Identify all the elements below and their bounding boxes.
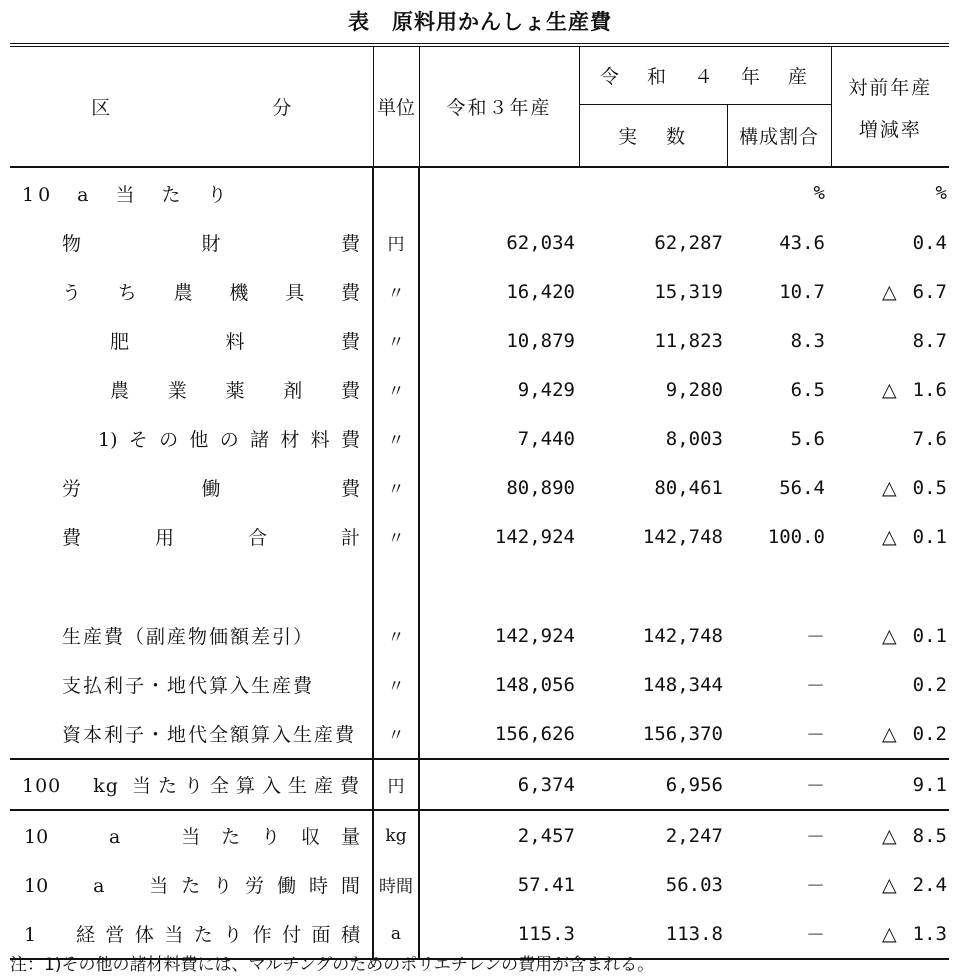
decrease-triangle-icon: △ [882, 280, 897, 303]
row-label: 10 a 当たり収量 [24, 826, 360, 848]
share-value: 56.4 [779, 476, 825, 499]
header-rate [831, 45, 949, 167]
row-label: 生産費（副産物価額差引） [62, 626, 315, 648]
decrease-triangle-icon: △ [882, 824, 897, 847]
r4-value: 56.03 [665, 873, 723, 896]
change-rate-value: 1.3 [912, 922, 947, 945]
row-label-cell [10, 810, 373, 860]
spacer-row [10, 561, 949, 611]
share-value: － [727, 810, 831, 860]
section-label: 10 a 当 た り [22, 183, 231, 206]
change-rate-cell [831, 512, 949, 561]
row-label-cell [10, 860, 373, 909]
percent-sign: % [935, 182, 947, 204]
table-cell [10, 561, 373, 611]
r4-value: 2,247 [579, 810, 727, 860]
change-rate-value: 8.7 [912, 329, 947, 352]
change-rate-cell [831, 909, 949, 959]
row-label: 資本利子・地代全額算入生産費 [62, 724, 357, 746]
change-rate-value: 0.2 [912, 722, 947, 745]
table-row [10, 860, 949, 909]
share-value: － [805, 675, 825, 697]
r3-value: 142,924 [494, 525, 575, 548]
header-rate-bottom: 増減率 [858, 118, 922, 141]
change-rate-value: 8.5 [912, 824, 947, 847]
row-label-cell [10, 611, 373, 660]
unit-cell: 〃 [373, 414, 419, 463]
change-rate-value: 9.1 [912, 773, 947, 796]
share-value: － [805, 626, 825, 648]
r3-value: 10,879 [506, 329, 575, 352]
table-cell-unit [373, 167, 419, 218]
unit-cell: 〃 [373, 316, 419, 365]
percent-sign: % [813, 182, 825, 204]
table-row [10, 660, 949, 709]
row-label: 肥料費 [110, 331, 360, 353]
table-cell [831, 561, 949, 611]
unit-cell: 円 [373, 218, 419, 267]
row-label: 農業薬剤費 [110, 380, 360, 402]
r3-value: 6,374 [419, 759, 579, 810]
table-row [10, 463, 949, 512]
table-row [10, 267, 949, 316]
unit-cell: 円 [373, 759, 419, 810]
row-label-cell [10, 414, 373, 463]
change-rate-cell [831, 414, 949, 463]
share-value: － [805, 924, 825, 946]
r3-value: 80,890 [506, 476, 575, 499]
decrease-triangle-icon: △ [882, 722, 897, 745]
r4-value: 113.8 [665, 922, 723, 945]
r3-value: 2,457 [419, 810, 579, 860]
row-label-cell [10, 709, 373, 759]
share-value: － [727, 759, 831, 810]
row-label: 物財費 [62, 233, 360, 255]
table-row [10, 810, 949, 860]
change-rate-cell [831, 463, 949, 512]
share-value: － [805, 724, 825, 746]
table-row [10, 365, 949, 414]
r3-value: 62,034 [506, 231, 575, 254]
r4-value: 62,287 [654, 231, 723, 254]
r4-value: 9,280 [665, 378, 723, 401]
change-rate-cell [831, 709, 949, 759]
change-rate-cell [831, 267, 949, 316]
table-row [10, 759, 949, 810]
share-value: 8.3 [790, 329, 825, 352]
row-label-cell [10, 512, 373, 561]
change-rate-cell [831, 660, 949, 709]
r3-value: 115.3 [517, 922, 575, 945]
change-rate-cell [831, 316, 949, 365]
share-value: 5.6 [790, 427, 825, 450]
table-row [10, 512, 949, 561]
unit-cell: 〃 [373, 365, 419, 414]
header-r4: 令 和 ４ 年 産 [579, 45, 831, 105]
decrease-triangle-icon: △ [882, 873, 897, 896]
unit-cell: 〃 [373, 660, 419, 709]
row-label-cell [10, 660, 373, 709]
table-cell [419, 167, 579, 218]
table-cell [373, 561, 419, 611]
r4-value: 6,956 [579, 759, 727, 810]
r3-value: 156,626 [494, 722, 575, 745]
row-label: 労働費 [62, 478, 360, 500]
unit-cell: a [373, 909, 419, 959]
change-rate-cell [831, 611, 949, 660]
row-label: 支払利子・地代算入生産費 [62, 675, 315, 697]
r3-value: 57.41 [517, 873, 575, 896]
r3-value: 9,429 [517, 378, 575, 401]
table-row [10, 316, 949, 365]
row-label-cell [10, 267, 373, 316]
unit-cell: 〃 [373, 512, 419, 561]
change-rate-cell [831, 365, 949, 414]
header-rate-top: 対前年産 [848, 76, 933, 99]
decrease-triangle-icon: △ [882, 476, 897, 499]
cost-table [10, 43, 949, 960]
share-value: 43.6 [779, 231, 825, 254]
share-value: 100.0 [767, 525, 825, 548]
header-unit: 単位 [373, 45, 419, 167]
row-label: 1)その他の諸材料費 [98, 429, 360, 451]
change-rate-value: 0.1 [912, 624, 947, 647]
r4-value: 142,748 [642, 624, 723, 647]
row-label-cell [10, 218, 373, 267]
unit-cell: kg [373, 810, 419, 860]
decrease-triangle-icon: △ [882, 378, 897, 401]
table-title: 表 原料用かんしょ生産費 [348, 10, 612, 34]
footnote: 注：1)その他の諸材料費には、マルチングのためのポリエチレンの費用が含まれる。 [10, 955, 655, 975]
r4-value: 156,370 [642, 722, 723, 745]
decrease-triangle-icon: △ [882, 922, 897, 945]
row-label-cell [10, 463, 373, 512]
r4-value: 15,319 [654, 280, 723, 303]
change-rate-value: 0.1 [912, 525, 947, 548]
table-cell [579, 561, 727, 611]
header-r3: 令和３年産 [419, 45, 579, 167]
change-rate-value: 0.2 [912, 673, 947, 696]
change-rate-value: 2.4 [912, 873, 947, 896]
row-label: 1 経営体当たり作付面積 [24, 924, 360, 946]
r4-value: 142,748 [642, 525, 723, 548]
row-label: 100 kg 当たり全算入生産費 [22, 775, 360, 797]
change-rate-value: 0.4 [912, 231, 947, 254]
change-rate-value: 0.5 [912, 476, 947, 499]
unit-cell: 〃 [373, 611, 419, 660]
change-rate-value: 6.7 [912, 280, 947, 303]
r3-value: 7,440 [517, 427, 575, 450]
change-rate-value: 7.6 [912, 427, 947, 450]
row-label-cell [10, 365, 373, 414]
header-r4-share: 構成割合 [727, 105, 831, 168]
change-rate-cell [831, 218, 949, 267]
share-value: － [805, 875, 825, 897]
change-rate-value: 1.6 [912, 378, 947, 401]
table-row [10, 414, 949, 463]
unit-cell: 時間 [373, 860, 419, 909]
decrease-triangle-icon: △ [882, 624, 897, 647]
unit-cell: 〃 [373, 267, 419, 316]
r4-value: 80,461 [654, 476, 723, 499]
r4-value: 11,823 [654, 329, 723, 352]
table-row [10, 611, 949, 660]
table-cell [419, 561, 579, 611]
unit-cell: 〃 [373, 463, 419, 512]
unit-cell: 〃 [373, 709, 419, 759]
r3-value: 148,056 [494, 673, 575, 696]
table-body [10, 167, 949, 959]
table-row [10, 218, 949, 267]
share-value: 6.5 [790, 378, 825, 401]
change-rate-cell [831, 759, 949, 810]
row-label: 費用合計 [62, 527, 360, 549]
decrease-triangle-icon: △ [882, 525, 897, 548]
r4-value: 8,003 [665, 427, 723, 450]
row-label-cell [10, 316, 373, 365]
r4-value: 148,344 [642, 673, 723, 696]
table-cell [727, 561, 831, 611]
row-label-cell [10, 759, 373, 810]
change-rate-cell [831, 810, 949, 860]
r3-value: 16,420 [506, 280, 575, 303]
section-label-row [10, 167, 949, 218]
header-r4-actual: 実 数 [579, 105, 727, 168]
r3-value: 142,924 [494, 624, 575, 647]
share-value: 10.7 [779, 280, 825, 303]
row-label: うち農機具費 [62, 282, 360, 304]
header-division: 区 分 [10, 45, 373, 167]
row-label: 10 a 当たり労働時間 [24, 875, 360, 897]
table-row [10, 709, 949, 759]
table-cell [579, 167, 727, 218]
change-rate-cell [831, 860, 949, 909]
